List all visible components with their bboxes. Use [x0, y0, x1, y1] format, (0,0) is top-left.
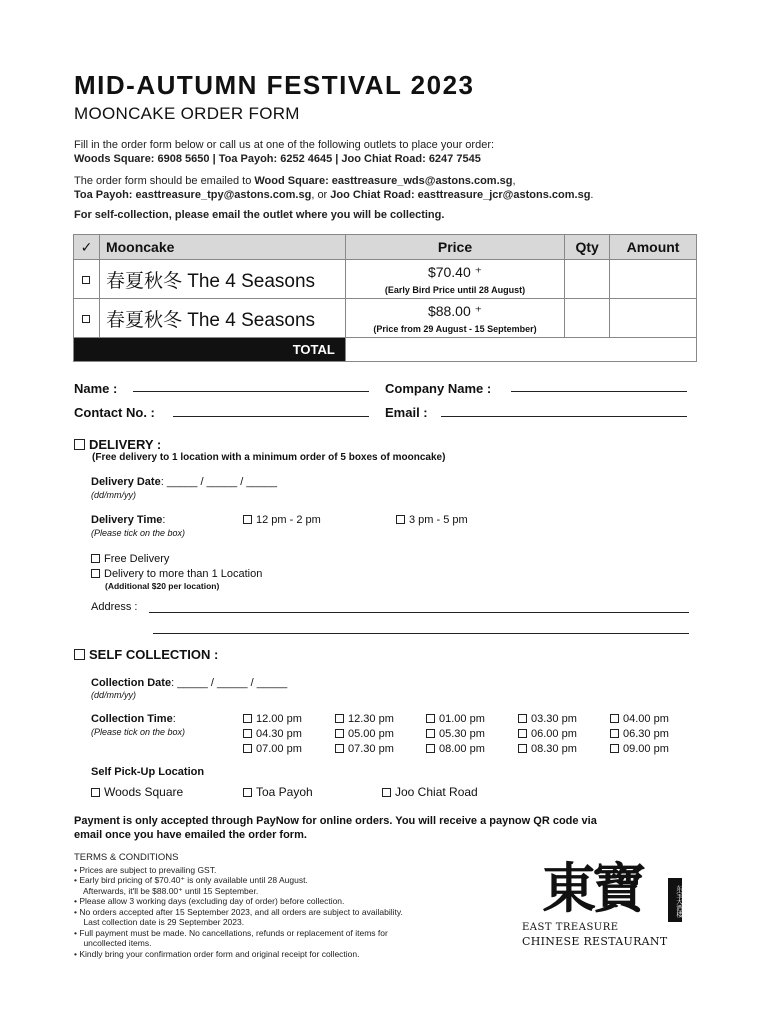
- checkbox-icon[interactable]: [243, 515, 252, 524]
- collection-date-row[interactable]: Collection Date: _____ / _____ / _____: [91, 677, 288, 689]
- checkbox-icon[interactable]: [335, 744, 344, 753]
- collection-slot-column: [518, 712, 577, 757]
- checkbox-icon[interactable]: [91, 569, 100, 578]
- row-checkbox[interactable]: [74, 260, 100, 299]
- checkbox-icon[interactable]: [335, 714, 344, 723]
- checkbox-icon[interactable]: [335, 729, 344, 738]
- delivery-note: (Free delivery to 1 location with a minimum order of 5 boxes of mooncake): [92, 452, 446, 463]
- terms-heading: TERMS & CONDITIONS: [74, 852, 179, 863]
- terms-item: • Please allow 3 working days (excluding day of order) before collection.: [74, 896, 345, 906]
- checkbox-icon[interactable]: [243, 788, 252, 797]
- email-info-line1: The order form should be emailed to Wood Square: easttreasure_wds@astons.com.sg,: [74, 175, 516, 187]
- collection-time-label: Collection Time:: [91, 713, 176, 725]
- collection-time-hint: (Please tick on the box): [91, 727, 186, 737]
- multi-delivery-option[interactable]: Delivery to more than 1 Location: [91, 568, 262, 580]
- collection-slot-column: [335, 712, 394, 757]
- price-header: Price: [345, 235, 564, 260]
- collection-slot-column: [610, 712, 669, 757]
- checkbox-icon[interactable]: [243, 744, 252, 753]
- qty-input[interactable]: [565, 260, 610, 299]
- jcr-email: Joo Chiat Road: easttreasure_jcr@astons.com.sg: [330, 189, 591, 201]
- mooncake-name: 春夏秋冬 The 4 Seasons: [99, 260, 345, 299]
- terms-item: Last collection date is 29 September 2023.: [74, 917, 245, 927]
- page-title: MID-AUTUMN FESTIVAL 2023: [74, 70, 475, 100]
- total-input[interactable]: [345, 338, 696, 362]
- terms-item: • Early bird pricing of $70.40⁺ is only available until 28 August.: [74, 875, 308, 885]
- checkbox-icon[interactable]: [82, 276, 90, 284]
- collection-slot[interactable]: 03.30 pm: [518, 712, 577, 727]
- checkbox-icon[interactable]: [518, 744, 527, 753]
- contact-field[interactable]: [173, 416, 369, 417]
- checkbox-icon[interactable]: [382, 788, 391, 797]
- multi-delivery-note: (Additional $20 per location): [105, 581, 220, 591]
- checkbox-icon[interactable]: [518, 714, 527, 723]
- delivery-time-label: Delivery Time:: [91, 514, 166, 526]
- logo-characters: 東寶: [542, 856, 642, 920]
- terms-section: [74, 853, 494, 959]
- email-info-line2: Toa Payoh: easttreasure_tpy@astons.com.sg, or Joo Chiat Road: easttreasure_jcr@astons.com.sg.: [74, 189, 594, 201]
- amount-input[interactable]: [610, 260, 697, 299]
- logo-name-line2: CHINESE RESTAURANT: [522, 935, 668, 948]
- price-value: $70.40 ⁺: [427, 263, 483, 280]
- checkbox-icon[interactable]: [610, 744, 619, 753]
- checkbox-icon[interactable]: [396, 515, 405, 524]
- checkbox-icon[interactable]: [518, 729, 527, 738]
- collection-slot[interactable]: 05.00 pm: [335, 727, 394, 742]
- order-table: [73, 234, 697, 362]
- logo-seal: 东宝大酒楼: [668, 878, 682, 922]
- price-note: (Early Bird Price until 28 August): [384, 284, 526, 295]
- page-subtitle: MOONCAKE ORDER FORM: [74, 104, 300, 123]
- price-note: (Price from 29 August - 15 September): [373, 323, 537, 334]
- mooncake-name: 春夏秋冬 The 4 Seasons: [99, 299, 345, 338]
- collection-slot[interactable]: 07.30 pm: [335, 742, 394, 757]
- price-value: $88.00 ⁺: [427, 302, 483, 319]
- collection-slot[interactable]: 05.30 pm: [426, 727, 485, 742]
- qty-input[interactable]: [565, 299, 610, 338]
- amount-input[interactable]: [610, 299, 697, 338]
- collection-slot[interactable]: 12.30 pm: [335, 712, 394, 727]
- checkbox-icon[interactable]: [82, 315, 90, 323]
- contact-label: Contact No. :: [74, 405, 155, 420]
- collection-slot[interactable]: 08.00 pm: [426, 742, 485, 757]
- delivery-checkbox[interactable]: [74, 439, 85, 450]
- pickup-location-label: Self Pick-Up Location: [91, 766, 205, 778]
- checkbox-icon[interactable]: [426, 729, 435, 738]
- delivery-date-format: (dd/mm/yy): [91, 490, 136, 500]
- delivery-time-hint: (Please tick on the box): [91, 528, 186, 538]
- outlet-phones: Woods Square: 6908 5650 | Toa Payoh: 6252 4645 | Joo Chiat Road: 6247 7545: [74, 153, 481, 165]
- collection-date-format: (dd/mm/yy): [91, 690, 136, 700]
- self-collect-note: For self-collection, please email the outlet where you will be collecting.: [74, 209, 445, 221]
- table-header-row: [74, 235, 697, 260]
- table-row: [74, 260, 697, 299]
- address-field-line1[interactable]: [149, 612, 689, 613]
- delivery-slot-option[interactable]: 3 pm - 5 pm: [396, 514, 468, 526]
- intro-text: Fill in the order form below or call us at one of the following outlets to place your order:: [74, 139, 495, 151]
- collection-slot[interactable]: 01.00 pm: [426, 712, 485, 727]
- table-row: [74, 299, 697, 338]
- name-label: Name :: [74, 381, 118, 396]
- free-delivery-option[interactable]: Free Delivery: [91, 553, 169, 565]
- price-cell: [345, 299, 564, 338]
- checkbox-icon[interactable]: [243, 714, 252, 723]
- location-option-woods[interactable]: Woods Square: [91, 785, 183, 799]
- total-label: TOTAL: [74, 338, 346, 362]
- address-label: Address :: [91, 601, 138, 613]
- check-header: ✓: [74, 235, 100, 260]
- collection-slot[interactable]: 07.00 pm: [243, 742, 302, 757]
- name-field[interactable]: [133, 391, 369, 392]
- row-checkbox[interactable]: [74, 299, 100, 338]
- amount-header: Amount: [610, 235, 697, 260]
- company-label: Company Name :: [385, 381, 492, 396]
- mooncake-header: Mooncake: [99, 235, 345, 260]
- logo-name-line1: EAST TREASURE: [522, 922, 619, 933]
- price-cell: [345, 260, 564, 299]
- checkbox-icon[interactable]: [243, 729, 252, 738]
- terms-item: • Full payment must be made. No cancellations, refunds or replacement of items for: [74, 927, 388, 938]
- collection-slot[interactable]: 04.30 pm: [243, 727, 302, 742]
- company-field[interactable]: [511, 391, 687, 392]
- checkbox-icon[interactable]: [91, 788, 100, 797]
- collection-checkbox[interactable]: [74, 649, 85, 660]
- terms-item: • Prices are subject to prevailing GST.: [74, 864, 217, 875]
- collection-slot[interactable]: 04.00 pm: [610, 712, 669, 727]
- collection-slot[interactable]: 12.00 pm: [243, 712, 302, 727]
- payment-note: Payment is only accepted through PayNow for online orders. You will receive a paynow QR code via email once you have emailed the order form.: [74, 815, 597, 841]
- qty-header: Qty: [565, 235, 610, 260]
- collection-slot-column: [426, 712, 485, 757]
- terms-item: Afterwards, it'll be $88.00⁺ until 15 September.: [74, 885, 259, 896]
- terms-item: • Kindly bring your confirmation order form and original receipt for collection.: [74, 948, 360, 959]
- location-option-joo-chiat[interactable]: Joo Chiat Road: [382, 785, 478, 799]
- checkbox-icon[interactable]: [610, 729, 619, 738]
- terms-item: • No orders accepted after 15 September 2023, and all orders are subject to availability.: [74, 906, 403, 917]
- delivery-slot-option[interactable]: 12 pm - 2 pm: [243, 514, 321, 526]
- delivery-date-row[interactable]: Delivery Date: _____ / _____ / _____: [91, 476, 277, 488]
- collection-slot[interactable]: 06.30 pm: [610, 727, 669, 742]
- east-treasure-logo: [520, 858, 690, 953]
- checkbox-icon[interactable]: [610, 714, 619, 723]
- address-field-line2[interactable]: [153, 633, 689, 634]
- terms-item: uncollected items.: [74, 938, 152, 948]
- tpy-email: Toa Payoh: easttreasure_tpy@astons.com.sg: [74, 189, 312, 201]
- email-label: Email :: [385, 405, 428, 420]
- checkbox-icon[interactable]: [426, 744, 435, 753]
- collection-slot-column: [243, 712, 302, 757]
- checkbox-icon[interactable]: [426, 714, 435, 723]
- delivery-heading[interactable]: DELIVERY :: [74, 437, 161, 452]
- wds-email: Wood Square: easttreasure_wds@astons.com.sg: [254, 175, 513, 187]
- checkbox-icon[interactable]: [91, 554, 100, 563]
- collection-heading[interactable]: SELF COLLECTION :: [74, 647, 218, 662]
- total-row: [74, 338, 697, 362]
- collection-slot[interactable]: 06.00 pm: [518, 727, 577, 742]
- location-option-toa-payoh[interactable]: Toa Payoh: [243, 785, 313, 799]
- email-field[interactable]: [441, 416, 687, 417]
- collection-slot[interactable]: 09.00 pm: [610, 742, 669, 757]
- collection-slot[interactable]: 08.30 pm: [518, 742, 577, 757]
